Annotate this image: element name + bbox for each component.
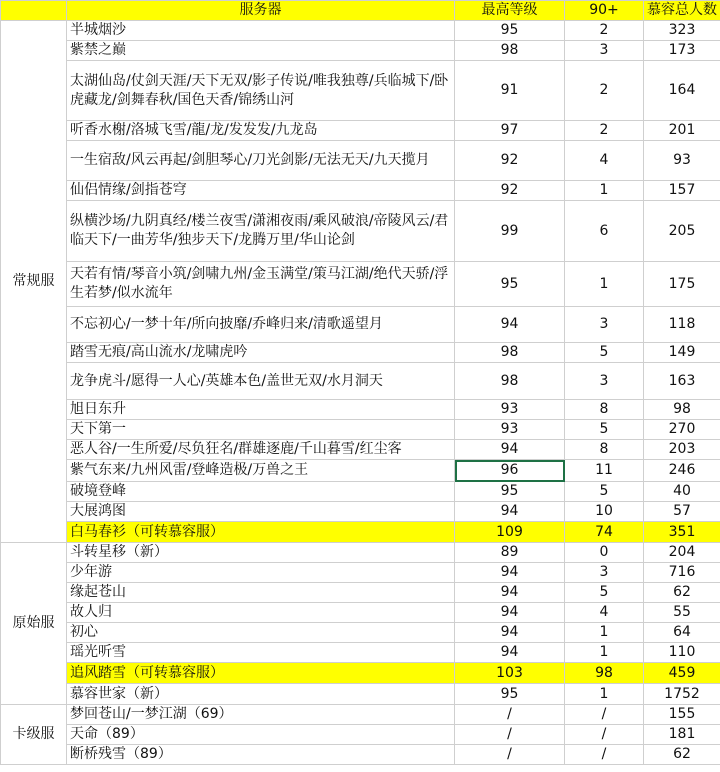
murong-total-cell[interactable]: 270 [644,420,720,440]
count-90-plus-cell[interactable]: 2 [565,61,644,121]
count-90-plus-cell[interactable]: 5 [565,583,644,603]
murong-total-cell[interactable]: 62 [644,745,720,765]
max-level-cell[interactable]: 98 [455,363,565,400]
table-row [1,440,720,460]
count-90-plus-cell[interactable]: 74 [565,522,644,543]
table-row [1,684,720,705]
max-level-cell[interactable]: 97 [455,121,565,141]
server-name-cell[interactable]: 纵横沙场/九阴真经/楼兰夜雪/潇湘夜雨/乘风破浪/帝陵风云/君临天下/一曲芳华/独步天下/龙腾万里/华山论剑 [67,201,455,262]
max-level-cell[interactable]: / [455,725,565,745]
table-row [1,623,720,643]
server-name-cell[interactable]: 天下第一 [67,420,455,440]
server-name-cell[interactable]: 天命（89） [67,725,455,745]
count-90-plus-cell[interactable]: 8 [565,440,644,460]
header-max-level[interactable]: 最高等级 [455,1,565,21]
count-90-plus-cell[interactable]: 0 [565,543,644,563]
count-90-plus-cell[interactable]: 4 [565,141,644,181]
murong-total-cell[interactable]: 40 [644,482,720,502]
murong-total-cell[interactable]: 173 [644,41,720,61]
header-server[interactable]: 服务器 [67,1,455,21]
count-90-plus-cell[interactable]: 5 [565,482,644,502]
server-name-cell[interactable]: 听香水榭/洛城飞雪/龍/龙/发发发/九龙岛 [67,121,455,141]
max-level-cell[interactable]: / [455,705,565,725]
table-row [1,482,720,502]
count-90-plus-cell[interactable]: 11 [565,460,644,482]
count-90-plus-cell[interactable]: / [565,725,644,745]
count-90-plus-cell[interactable]: 2 [565,121,644,141]
murong-total-cell[interactable]: 55 [644,603,720,623]
count-90-plus-cell[interactable]: 1 [565,262,644,307]
max-level-cell[interactable]: 95 [455,482,565,502]
max-level-cell[interactable]: 96 [455,460,565,482]
server-name-cell[interactable]: 破境登峰 [67,482,455,502]
server-name-cell[interactable]: 恶人谷/一生所爱/尽负狂名/群雄逐鹿/千山暮雪/红尘客 [67,440,455,460]
server-name-cell[interactable]: 斗转星移（新） [67,543,455,563]
server-name-cell[interactable]: 瑶光听雪 [67,643,455,663]
header-murong-total[interactable]: 慕容总人数 [644,1,720,21]
murong-total-cell[interactable]: 459 [644,663,720,684]
murong-total-cell[interactable]: 163 [644,363,720,400]
max-level-cell[interactable]: 94 [455,563,565,583]
server-name-cell[interactable]: 踏雪无痕/高山流水/龙啸虎吟 [67,343,455,363]
server-name-cell[interactable]: 龙争虎斗/愿得一人心/英雄本色/盖世无双/水月洞天 [67,363,455,400]
max-level-cell[interactable]: 92 [455,141,565,181]
table-row [1,460,720,482]
table-row [1,543,720,563]
count-90-plus-cell[interactable]: 2 [565,21,644,41]
server-name-cell[interactable]: 不忘初心/一梦十年/所向披靡/乔峰归来/清歌遥望月 [67,307,455,343]
count-90-plus-cell[interactable]: 3 [565,307,644,343]
murong-total-cell[interactable]: 57 [644,502,720,522]
group-label[interactable]: 原始服 [1,543,67,705]
count-90-plus-cell[interactable]: 1 [565,181,644,201]
max-level-cell[interactable]: 91 [455,61,565,121]
count-90-plus-cell[interactable]: 1 [565,623,644,643]
murong-total-cell[interactable]: 164 [644,61,720,121]
max-level-cell[interactable]: 94 [455,643,565,663]
murong-total-cell[interactable]: 246 [644,460,720,482]
murong-total-cell[interactable]: 201 [644,121,720,141]
server-name-cell[interactable]: 梦回苍山/一梦江湖（69） [67,705,455,725]
table-row [1,745,720,765]
table-row [1,181,720,201]
table-row [1,420,720,440]
max-level-cell[interactable]: 98 [455,41,565,61]
server-name-cell[interactable]: 仙侣情缘/剑指苍穹 [67,181,455,201]
count-90-plus-cell[interactable]: 5 [565,420,644,440]
count-90-plus-cell[interactable]: / [565,705,644,725]
max-level-cell[interactable]: 94 [455,502,565,522]
server-name-cell[interactable]: 半城烟沙 [67,21,455,41]
murong-total-cell[interactable]: 1752 [644,684,720,705]
server-name-cell[interactable]: 慕容世家（新） [67,684,455,705]
murong-total-cell[interactable]: 98 [644,400,720,420]
server-name-cell[interactable]: 缘起苍山 [67,583,455,603]
table-row [1,705,720,725]
murong-total-cell[interactable]: 716 [644,563,720,583]
max-level-cell[interactable]: 95 [455,21,565,41]
max-level-cell[interactable]: 94 [455,603,565,623]
table-row [1,307,720,343]
server-name-cell[interactable]: 少年游 [67,563,455,583]
murong-total-cell[interactable]: 93 [644,141,720,181]
murong-total-cell[interactable]: 157 [644,181,720,201]
murong-total-cell[interactable]: 149 [644,343,720,363]
count-90-plus-cell[interactable]: 3 [565,563,644,583]
table-body [1,21,720,765]
max-level-cell[interactable]: 92 [455,181,565,201]
server-name-cell[interactable]: 天若有情/琴音小筑/剑啸九州/金玉满堂/策马江湖/绝代天骄/浮生若梦/似水流年 [67,262,455,307]
count-90-plus-cell[interactable]: 4 [565,603,644,623]
table-row [1,21,720,41]
group-label[interactable]: 卡级服 [1,705,67,765]
murong-total-cell[interactable]: 62 [644,583,720,603]
max-level-cell[interactable]: 95 [455,684,565,705]
table-row [1,343,720,363]
max-level-cell[interactable]: 109 [455,522,565,543]
table-row [1,201,720,262]
server-name-cell[interactable]: 断桥残雪（89） [67,745,455,765]
table-row [1,121,720,141]
table-row [1,663,720,684]
murong-total-cell[interactable]: 175 [644,262,720,307]
max-level-cell[interactable]: 93 [455,420,565,440]
count-90-plus-cell[interactable]: 3 [565,41,644,61]
table-row [1,502,720,522]
table-row [1,400,720,420]
murong-total-cell[interactable]: 64 [644,623,720,643]
group-label[interactable]: 常规服 [1,21,67,543]
table-row [1,41,720,61]
server-name-cell[interactable]: 紫禁之巅 [67,41,455,61]
server-name-cell[interactable]: 紫气东来/九州风雷/登峰造极/万兽之王 [67,460,455,482]
max-level-cell[interactable]: 103 [455,663,565,684]
murong-total-cell[interactable]: 203 [644,440,720,460]
header-row [1,1,720,21]
table-row [1,725,720,745]
murong-total-cell[interactable]: 204 [644,543,720,563]
count-90-plus-cell[interactable]: 1 [565,684,644,705]
server-name-cell[interactable]: 初心 [67,623,455,643]
max-level-cell[interactable]: 94 [455,583,565,603]
max-level-cell[interactable]: 89 [455,543,565,563]
server-name-cell[interactable]: 故人归 [67,603,455,623]
murong-total-cell[interactable]: 351 [644,522,720,543]
server-name-cell[interactable]: 太湖仙岛/仗剑天涯/天下无双/影子传说/唯我独尊/兵临城下/卧虎藏龙/剑舞春秋/国色天香/锦绣山河 [67,61,455,121]
murong-total-cell[interactable]: 205 [644,201,720,262]
table-row [1,141,720,181]
murong-total-cell[interactable]: 118 [644,307,720,343]
max-level-cell[interactable]: 98 [455,343,565,363]
count-90-plus-cell[interactable]: 98 [565,663,644,684]
max-level-cell[interactable]: 93 [455,400,565,420]
count-90-plus-cell[interactable]: 6 [565,201,644,262]
header-90-plus[interactable]: 90+ [565,1,644,21]
table-row [1,363,720,400]
max-level-cell[interactable]: / [455,745,565,765]
table-row [1,522,720,543]
murong-total-cell[interactable]: 110 [644,643,720,663]
table-row [1,262,720,307]
table-row [1,563,720,583]
server-name-cell[interactable]: 追风踏雪（可转慕容服） [67,663,455,684]
count-90-plus-cell[interactable]: 5 [565,343,644,363]
server-name-cell[interactable]: 大展鸿图 [67,502,455,522]
count-90-plus-cell[interactable]: 1 [565,643,644,663]
count-90-plus-cell[interactable]: 10 [565,502,644,522]
server-name-cell[interactable]: 一生宿敌/风云再起/剑胆琴心/刀光剑影/无法无天/九天揽月 [67,141,455,181]
count-90-plus-cell[interactable]: / [565,745,644,765]
server-name-cell[interactable]: 旭日东升 [67,400,455,420]
count-90-plus-cell[interactable]: 8 [565,400,644,420]
count-90-plus-cell[interactable]: 3 [565,363,644,400]
max-level-cell[interactable]: 94 [455,440,565,460]
max-level-cell[interactable]: 99 [455,201,565,262]
max-level-cell[interactable]: 94 [455,623,565,643]
table-row [1,643,720,663]
table-row [1,603,720,623]
murong-total-cell[interactable]: 323 [644,21,720,41]
max-level-cell[interactable]: 94 [455,307,565,343]
max-level-cell[interactable]: 95 [455,262,565,307]
table-row [1,583,720,603]
table-row [1,61,720,121]
murong-total-cell[interactable]: 181 [644,725,720,745]
header-corner [1,1,67,21]
murong-total-cell[interactable]: 155 [644,705,720,725]
server-name-cell[interactable]: 白马春衫（可转慕容服） [67,522,455,543]
